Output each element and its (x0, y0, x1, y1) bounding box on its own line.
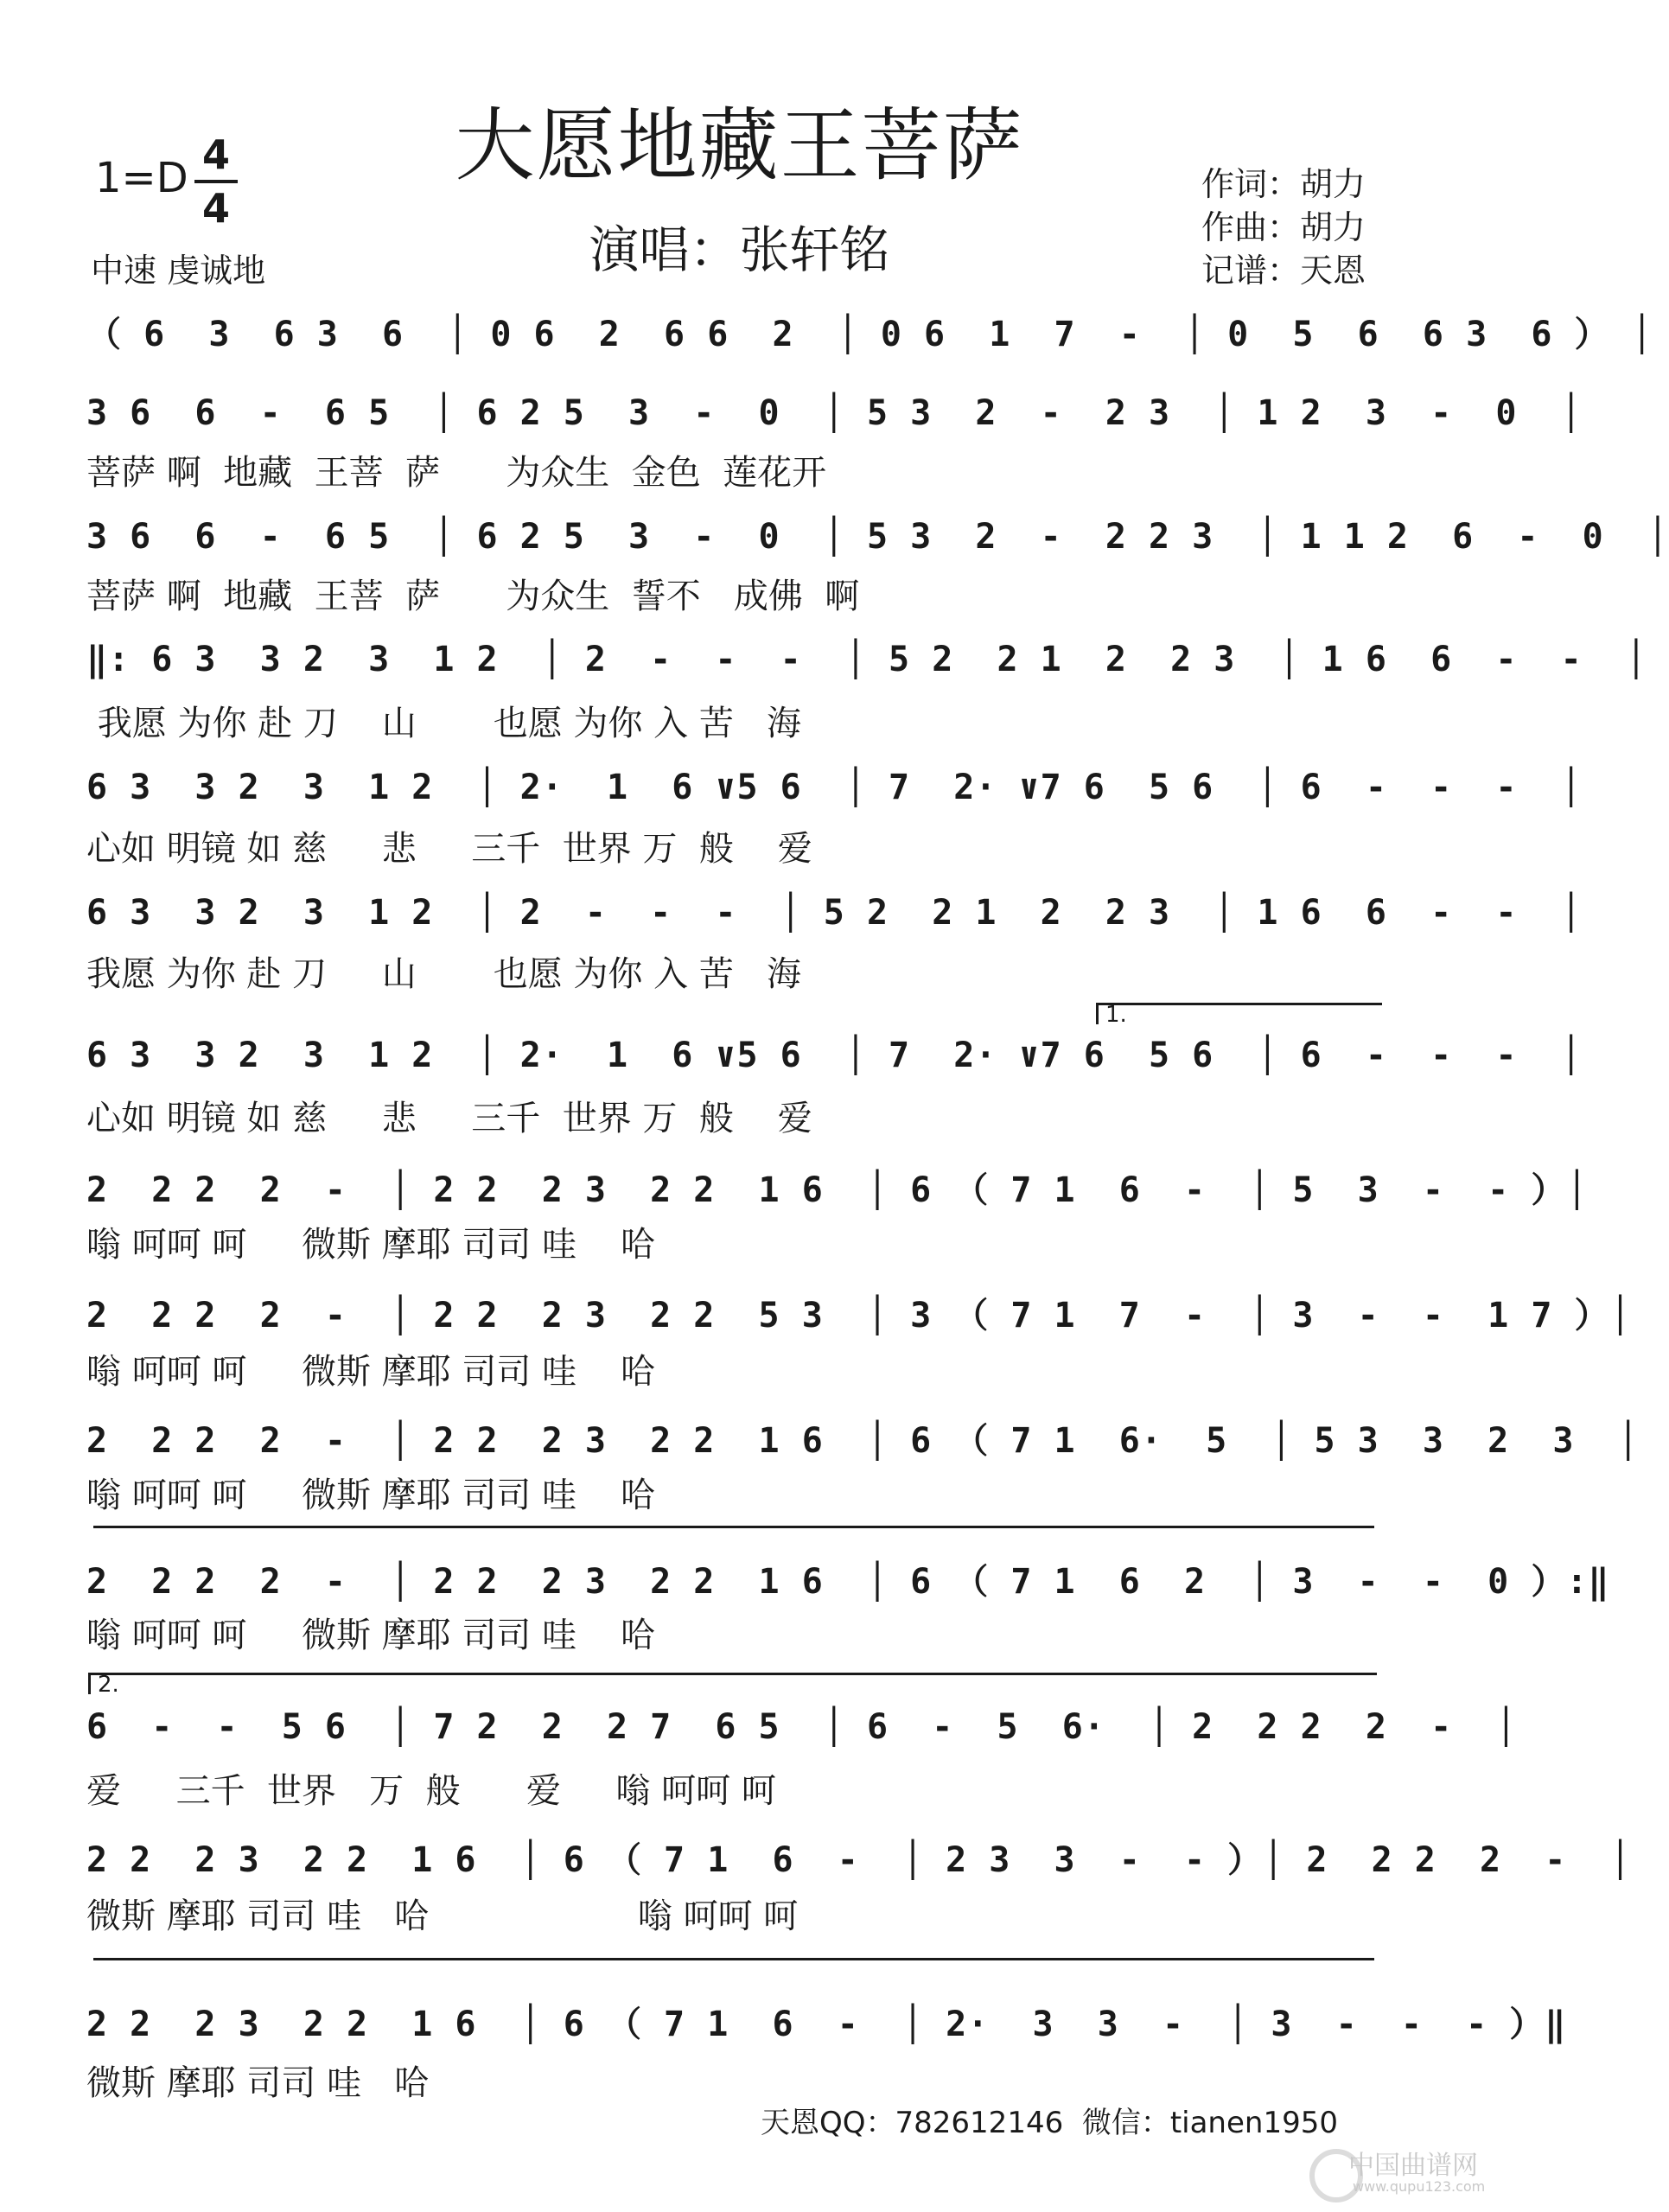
lyric-line: 爱 三千 世界 万 般 爱 嗡 呵呵 呵 (86, 1771, 776, 1811)
lyric-line: 嗡 呵呵 呵 微斯 摩耶 司司 哇 哈 (86, 1352, 656, 1392)
lyric-line: 菩萨 啊 地藏 王菩 萨 为众生 金色 莲花开 (86, 453, 827, 493)
transcriber-credit: 记谱：天恩 (1201, 252, 1366, 290)
lyric-line: 心如 明镜 如 慈 悲 三千 世界 万 般 爱 (86, 1099, 812, 1138)
lyric-line: 微斯 摩耶 司司 哇 哈 嗡 呵呵 呵 (86, 1896, 799, 1936)
watermark-text: 中国曲谱网 (1348, 2151, 1478, 2181)
notation-line: 2 2 2 3 2 2 1 6 │ 6 （ 7 1 6 - │ 2· 3 3 - │ 3 - - - ）‖ (86, 2005, 1567, 2044)
lyric-line: 嗡 呵呵 呵 微斯 摩耶 司司 哇 哈 (86, 1476, 656, 1515)
time-signature (194, 130, 238, 233)
lyric-line: 我愿 为你 赴 刀 山 也愿 为你 入 苦 海 (86, 704, 802, 743)
lyric-line: 微斯 摩耶 司司 哇 哈 (86, 2063, 430, 2103)
lyricist-credit: 作词：胡力 (1201, 165, 1366, 203)
singer-credit: 演唱：张轩铭 (589, 220, 890, 279)
notation-line: 2 2 2 2 - │ 2 2 2 3 2 2 5 3 │ 3 （ 7 1 7 - │ 3 - - 1 7 ）│ (86, 1296, 1632, 1335)
system-divider (93, 1958, 1374, 1960)
volta-first-ending (1096, 1002, 1382, 1028)
page-title: 大愿地藏王菩萨 (455, 99, 1024, 192)
notation-line: 6 3 3 2 3 1 2 │ 2· 1 6 ∨5 6 │ 7 2· ∨7 6 5 6 │ 6 - - - │ (86, 768, 1583, 807)
system-divider (93, 1526, 1374, 1528)
notation-line: 3 6 6 - 6 5 │ 6 2 5 3 - 0 │ 5 3 2 - 2 2 3 │ 1 1 2 6 - 0 │ (86, 517, 1669, 557)
lyric-line: 心如 明镜 如 慈 悲 三千 世界 万 般 爱 (86, 829, 812, 869)
tempo-marking: 中速 虔诚地 (91, 252, 266, 290)
notation-line: 2 2 2 3 2 2 1 6 │ 6 （ 7 1 6 - │ 2 3 3 - - ）│ 2 2 2 2 - │ (86, 1840, 1632, 1880)
watermark-url: www.qupu123.com (1353, 2178, 1486, 2195)
lyric-line: 嗡 呵呵 呵 微斯 摩耶 司司 哇 哈 (86, 1616, 656, 1655)
notation-line: 6 3 3 2 3 1 2 │ 2 - - - │ 5 2 2 1 2 2 3 │ 1 6 6 - - │ (86, 893, 1583, 933)
notation-line: 2 2 2 2 - │ 2 2 2 3 2 2 1 6 │ 6 （ 7 1 6 2 │ 3 - - 0 ）:‖ (86, 1562, 1610, 1602)
notation-line-intro: （ 6 3 6 3 6 │ 0 6 2 6 6 2 │ 0 6 1 7 - │ 0 5 6 6 3 6 ） │ (86, 315, 1653, 354)
time-sig-bottom: 4 (194, 180, 238, 233)
lyric-line: 嗡 呵呵 呵 微斯 摩耶 司司 哇 哈 (86, 1225, 656, 1265)
notation-line: 2 2 2 2 - │ 2 2 2 3 2 2 1 6 │ 6 （ 7 1 6· 5 │ 5 3 3 2 3 │ (86, 1421, 1640, 1461)
notation-line: 2 2 2 2 - │ 2 2 2 3 2 2 1 6 │ 6 （ 7 1 6 - │ 5 3 - - ）│ (86, 1170, 1589, 1210)
notation-line: 3 6 6 - 6 5 │ 6 2 5 3 - 0 │ 5 3 2 - 2 3 │ 1 2 3 - 0 │ (86, 393, 1583, 433)
composer-credit: 作曲：胡力 (1201, 208, 1366, 246)
time-sig-top: 4 (201, 131, 230, 178)
notation-line: 6 - - 5 6 │ 7 2 2 2 7 6 5 │ 6 - 5 6· │ 2 2 2 2 - │ (86, 1707, 1518, 1747)
lyric-line: 我愿 为你 赴 刀 山 也愿 为你 入 苦 海 (86, 954, 802, 994)
notation-line: 6 3 3 2 3 1 2 │ 2· 1 6 ∨5 6 │ 7 2· ∨7 6 5 6 │ 6 - - - │ (86, 1036, 1583, 1075)
notation-line: ‖: 6 3 3 2 3 1 2 │ 2 - - - │ 5 2 2 1 2 2 3 │ 1 6 6 - - │ (86, 640, 1647, 679)
volta-second-ending (88, 1672, 1377, 1698)
contact-info: 天恩QQ：782612146 微信：tianen1950 (761, 2106, 1338, 2140)
lyric-line: 菩萨 啊 地藏 王菩 萨 为众生 誓不 成佛 啊 (86, 577, 860, 616)
key-signature: 1=D (95, 154, 188, 202)
volta-2-label: 2. (98, 1672, 119, 1698)
volta-1-label: 1. (1105, 1002, 1127, 1028)
